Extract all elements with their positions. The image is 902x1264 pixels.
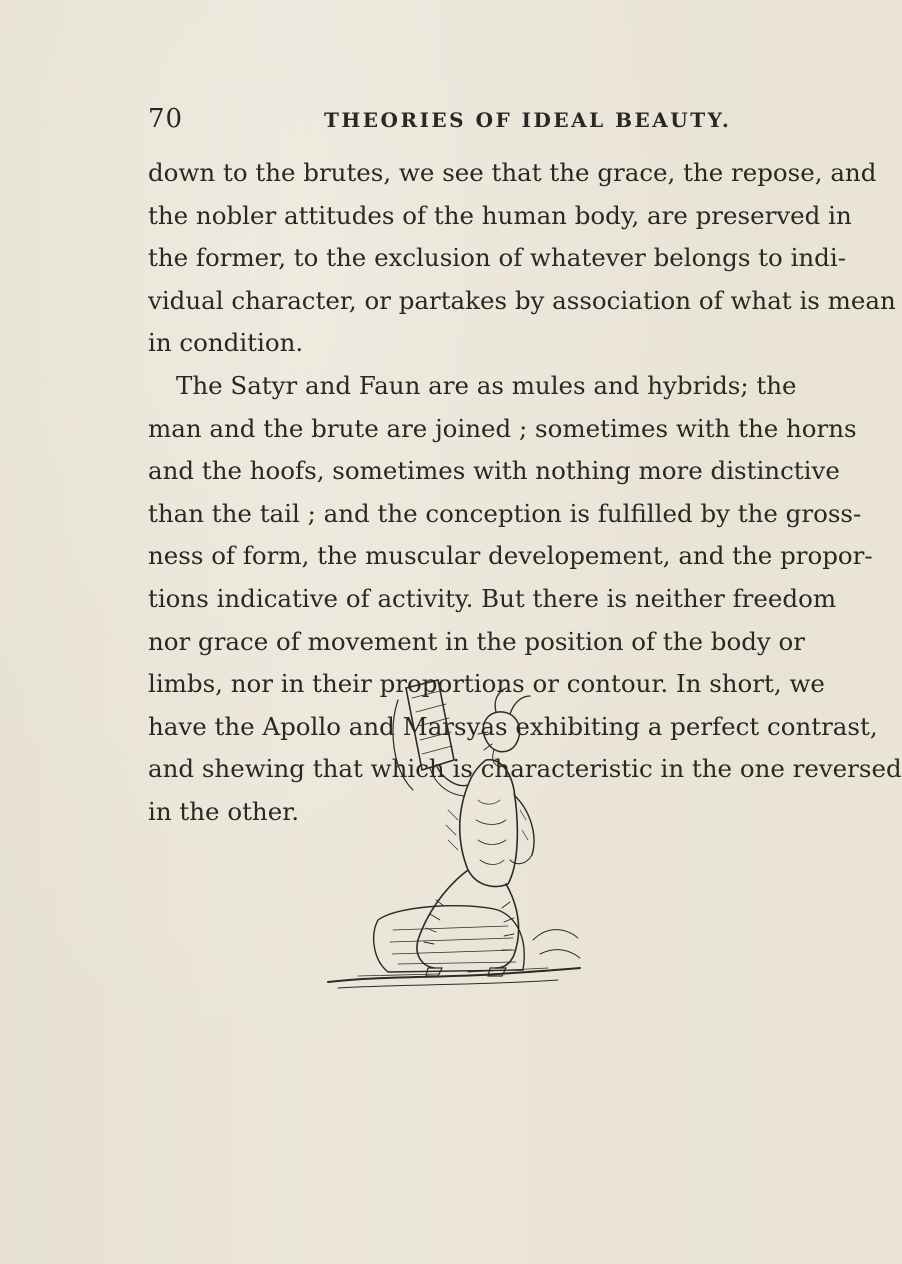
running-title: THEORIES OF IDEAL BEAUTY.: [324, 108, 732, 132]
text-line: The Satyr and Faun are as mules and hybrids; the: [176, 370, 797, 400]
text-line: the former, to the exclusion of whatever belongs to indi-: [148, 243, 846, 273]
text-line: limbs, nor in their proportions or contour. In short, we: [148, 669, 825, 699]
text-line: and shewing that which is characteristic in the one reversed: [148, 754, 902, 784]
text-line: than the tail ; and the conception is fulfilled by the gross-: [148, 498, 862, 528]
page-number: 70: [148, 104, 184, 134]
text-line: in the other.: [148, 796, 299, 826]
text-line: have the Apollo and Marsyas exhibiting a perfect contrast,: [148, 711, 878, 741]
text-line: man and the brute are joined ; sometimes with the horns: [148, 413, 857, 443]
text-line: tions indicative of activity. But there is neither freedom: [148, 583, 837, 613]
text-line: ness of form, the muscular developement, and the propor-: [148, 541, 873, 571]
text-line: down to the brutes, we see that the grace, the repose, and: [148, 158, 877, 187]
text-line: and the hoofs, sometimes with nothing more distinctive: [148, 456, 840, 486]
text-line: in condition.: [148, 328, 304, 358]
text-line: nor grace of movement in the position of the body or: [148, 626, 805, 656]
text-line: the nobler attitudes of the human body, are preserved in: [148, 200, 852, 230]
satyr-engraving: [318, 670, 588, 995]
text-line: vidual character, or partakes by association of what is mean: [148, 285, 896, 315]
running-head: [148, 104, 733, 134]
